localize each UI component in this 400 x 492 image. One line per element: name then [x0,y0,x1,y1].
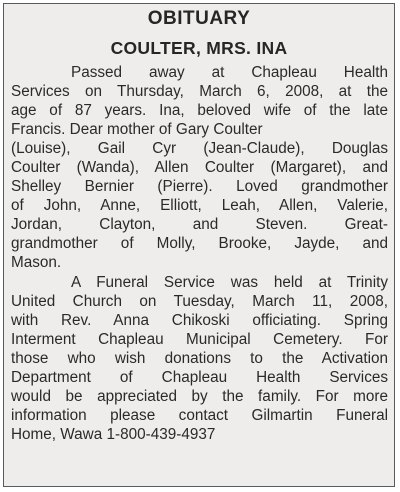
paragraph2-line: United Church on Tuesday, March 11, 2008, [11,293,388,310]
paragraph1-line: Coulter (Wanda), Allen Coulter (Margaret), and [11,159,388,176]
paragraph1-line: (Louise), Gail Cyr (Jean-Claude), Douglas [11,140,388,157]
paragraph2-line: information please contact Gilmartin Funeral [11,407,388,424]
paragraph2-line: would be appreciated by the family. For more [11,388,388,405]
paragraph2-line: Home, Wawa 1-800-439-4937 [11,426,216,443]
paragraph1-line: Francis. Dear mother of Gary Coulter [11,121,263,138]
paragraph1-line: Shelley Bernier (Pierre). Loved grandmother [11,178,388,195]
paragraph1-line: age of 87 years. Ina, beloved wife of the late [11,102,388,119]
paragraph1-line: Jordan, Clayton, and Steven. Great- [11,216,388,233]
paragraph1-line: Passed away at Chapleau Health [71,64,388,81]
paragraph2-line: Department of Chapleau Health Services [11,369,388,386]
paragraph2-line: A Funeral Service was held at Trinity [71,274,388,291]
paragraph1-line: Services on Thursday, March 6, 2008, at the [11,83,388,100]
deceased-name: COULTER, MRS. INA [110,38,288,58]
paragraph1-line: Mason. [11,254,62,271]
obituary-heading: OBITUARY [147,8,251,29]
paragraph1-line: grandmother of Molly, Brooke, Jayde, and [11,235,388,252]
paragraph2-line: those who wish donations to the Activation [11,350,388,367]
obituary-clipping [3,3,395,487]
paragraph2-line: with Rev. Anna Chikoski officiating. Spring [11,312,388,329]
paragraph1-line: of John, Anne, Elliott, Leah, Allen, Valerie, [11,197,388,214]
paragraph2-line: Interment Chapleau Municipal Cemetery. For [11,331,388,348]
